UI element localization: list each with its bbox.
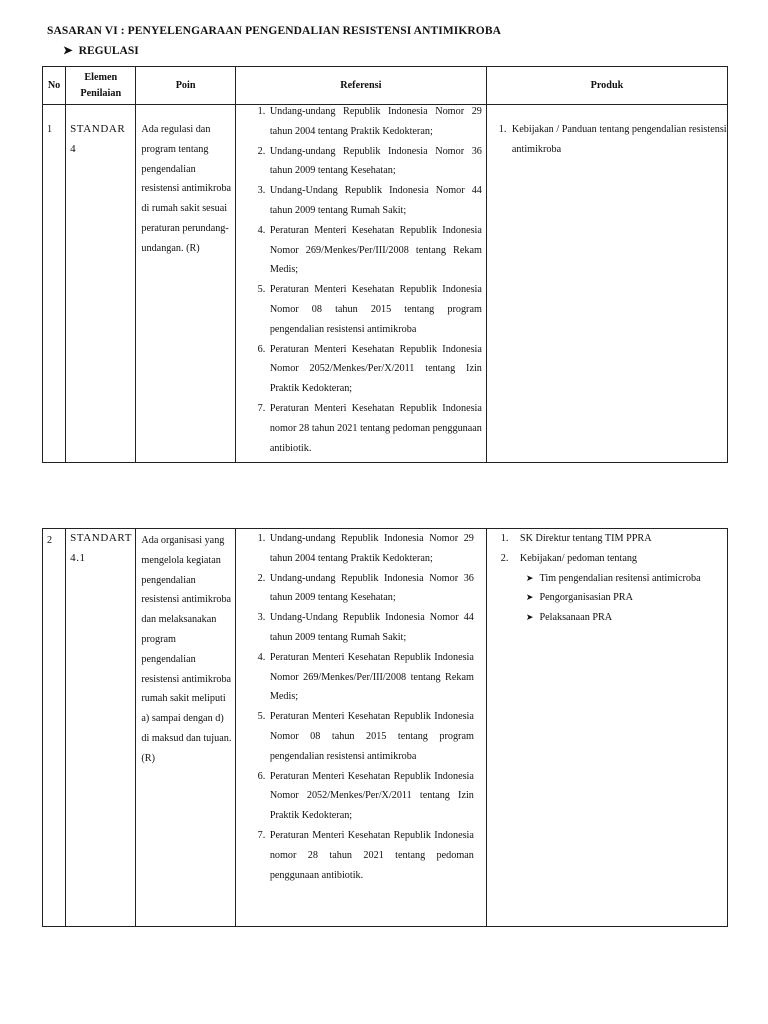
section-heading bbox=[63, 43, 139, 57]
produk-sublist bbox=[520, 569, 727, 628]
row-produk bbox=[486, 105, 727, 463]
header-poin: Poin bbox=[136, 67, 235, 105]
produk-item-label: Kebijakan/ pedoman tentang bbox=[519, 552, 638, 564]
referensi-item: 6. Peraturan Menteri Kesehatan Republik Indonesia Nomor 2052/Menkes/Per/X/2011 tentang Izin Praktik Kedokteran; bbox=[268, 767, 474, 826]
table-row bbox=[43, 105, 728, 463]
row-produk bbox=[486, 529, 727, 927]
referensi-item: 7. Peraturan Menteri Kesehatan Republik Indonesia nomor 28 tahun 2021 tentang pedoman penggunaan antibiotik. bbox=[268, 826, 474, 885]
referensi-list bbox=[236, 529, 486, 885]
produk-list bbox=[487, 529, 727, 628]
row-referensi bbox=[235, 105, 486, 463]
referensi-item: 4. Peraturan Menteri Kesehatan Republik Indonesia Nomor 269/Menkes/Per/III/2008 tentang Rekam Medis; bbox=[268, 221, 482, 280]
table-header-row bbox=[43, 67, 728, 105]
document-title: SASARAN VI : PENYELENGARAAN PENGENDALIAN RESISTENSI ANTIMIKROBA bbox=[47, 25, 502, 37]
header-no: No bbox=[43, 67, 66, 105]
row-poin: Ada regulasi dan program tentang pengendalian resistensi antimikroba di rumah sakit sesuai peraturan perundang-undangan. (R) bbox=[136, 105, 235, 463]
produk-item bbox=[511, 549, 727, 628]
referensi-item: 1. Undang-undang Republik Indonesia Nomor 29 tahun 2004 tentang Praktik Kedokteran; bbox=[268, 529, 474, 569]
referensi-item: 5. Peraturan Menteri Kesehatan Republik Indonesia Nomor 08 tahun 2015 tentang program pengendalian resistensi antimikroba bbox=[268, 707, 474, 766]
referensi-item: 4. Peraturan Menteri Kesehatan Republik Indonesia Nomor 269/Menkes/Per/III/2008 tentang Rekam Medis; bbox=[268, 648, 474, 707]
produk-item: 1. Kebijakan / Panduan tentang pengendalian resistensi antimikroba bbox=[509, 120, 727, 160]
row-no: 1 bbox=[43, 105, 66, 463]
row-poin: Ada organisasi yang mengelola kegiatan pengendalian resistensi antimikroba dan melaksanakan program pengendalian resistensi antimikroba rumah sakit meliputi a) sampai dengan d) di maksud dan tujuan. (R) bbox=[136, 529, 235, 927]
regulation-table-2 bbox=[42, 528, 728, 927]
header-produk: Produk bbox=[486, 67, 727, 105]
referensi-item: 5. Peraturan Menteri Kesehatan Republik Indonesia Nomor 08 tahun 2015 tentang program pengendalian resistensi antimikroba bbox=[268, 280, 482, 339]
produk-subitem: ➤ Pengorganisasian PRA bbox=[526, 588, 727, 608]
referensi-item: 7. Peraturan Menteri Kesehatan Republik Indonesia nomor 28 tahun 2021 tentang pedoman penggunaan antibiotik. bbox=[268, 399, 482, 458]
produk-subitem: ➤ Pelaksanaan PRA bbox=[526, 608, 727, 628]
section-heading-label: REGULASI bbox=[78, 45, 139, 57]
produk-item: 1. SK Direktur tentang TIM PPRA bbox=[511, 529, 727, 549]
referensi-item: 2. Undang-undang Republik Indonesia Nomor 36 tahun 2009 tentang Kesehatan; bbox=[268, 569, 474, 609]
row-elemen: STANDART 4.1 bbox=[66, 529, 136, 927]
row-elemen: STANDAR 4 bbox=[66, 105, 136, 463]
header-referensi: Referensi bbox=[235, 67, 486, 105]
referensi-item: 3. Undang-Undang Republik Indonesia Nomor 44 tahun 2009 tentang Rumah Sakit; bbox=[268, 608, 474, 648]
produk-subitem: ➤ Tim pengendalian resitensi antimicroba bbox=[526, 569, 727, 589]
produk-list bbox=[487, 120, 727, 160]
referensi-item: 3. Undang-Undang Republik Indonesia Nomor 44 tahun 2009 tentang Rumah Sakit; bbox=[268, 181, 482, 221]
referensi-item: 2. Undang-undang Republik Indonesia Nomor 36 tahun 2009 tentang Kesehatan; bbox=[268, 142, 482, 182]
header-elemen: Elemen Penilaian bbox=[66, 67, 136, 105]
row-no: 2 bbox=[43, 529, 66, 927]
referensi-item: 1. Undang-undang Republik Indonesia Nomor 29 tahun 2004 tentang Praktik Kedokteran; bbox=[268, 102, 482, 142]
row-referensi bbox=[235, 529, 486, 927]
referensi-list bbox=[236, 102, 486, 458]
arrow-bullet-icon: ➤ bbox=[63, 45, 73, 57]
referensi-item: 6. Peraturan Menteri Kesehatan Republik Indonesia Nomor 2052/Menkes/Per/X/2011 tentang Izin Praktik Kedokteran; bbox=[268, 340, 482, 399]
regulation-table-1 bbox=[42, 66, 728, 463]
table-row bbox=[43, 529, 728, 927]
